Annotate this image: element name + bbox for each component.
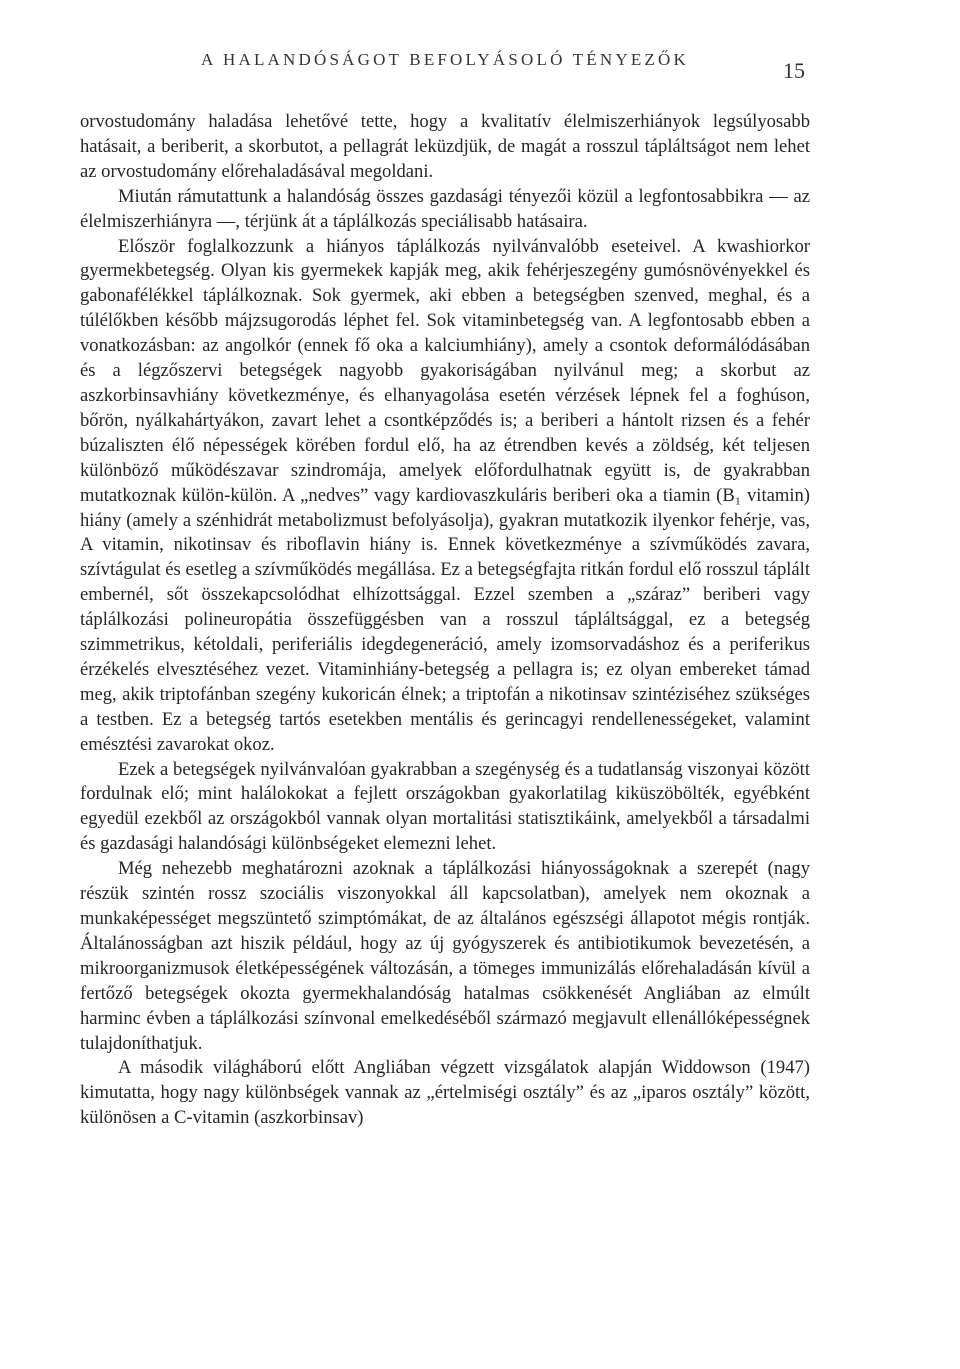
paragraph-2: Miután rámutattunk a halandóság összes gazdasági tényezői közül a legfontosabbikra — az élelmiszerhiányra —, térjünk át a táplálkozás speciálisabb hatásaira. <box>80 185 810 232</box>
paragraph-1: orvostudomány haladása lehetővé tette, hogy a kvalitatív élelmiszerhiányok legsúlyosabb hatásait, a beriberit, a skorbutot, a pellagrát leküzdjük, de magát a rosszul tápláltságot nem lehet az orvostudomány előrehaladásával megoldani. <box>80 111 810 182</box>
paragraph-5: Még nehezebb meghatározni azoknak a táplálkozási hiányosságoknak a szerepét (nagy részük szintén rossz szociális viszonyokkal áll kapcsolatban), amelyek nem okoznak a munkaképességet megszüntető szimptómákat, de az általános egészségi állapotot mégis rontják. Általánosságban azt hiszik például, hogy az új gyógyszerek és antibiotikumok bevezetésén, a mikroorganizmusok életképességének változásán, a tömeges immunizálás előrehaladásán kívül a fertőző betegségek okozta gyermekhalandóság hatalmas csökkenését Angliában az elmúlt harminc évben a táplálkozási színvonal emelkedéséből származó megjavult ellenállóképességnek tulajdoníthatjuk. <box>80 858 810 1054</box>
paragraph-6: A második világháború előtt Angliában végzett vizsgálatok alapján Widdowson (1947) kimutatta, hogy nagy különbségek vannak az „értelmiségi osztály” és az „iparos osztály” között, különösen a C-vitamin (aszkorbinsav) <box>80 1057 810 1129</box>
paragraph-3: Először foglalkozzunk a hiányos táplálkozás nyilvánvalóbb eseteivel. A kwashiorkor gyermekbetegség. Olyan kis gyermekek kapják meg, akik fehérjeszegény gumósnövényekkel és gabonafélékkel táplálkoznak. Sok gyermek, aki ebben a betegségben szenved, meghal, és a túlélőkben később májzsugorodás léphet fel. Sok vitaminbetegség van. A legfontosabb ebben a vonatkozásban: az angolkór (ennek fő oka a kalciumhiány), amely a csontok deformálódásában és a légzőszervi betegségek nagyobb gyakoriságában nyilvánul meg; a skorbut az aszkorbinsavhiány következménye, és elhanyagolása esetén vérzések lépnek fel a foghúson, bőrön, nyálkahártyákon, zavart lehet a csontképződés is; a beriberi a hántolt rizsen és a fehér búzaliszten élő népességek körében fordul elő, ha az étrendben kevés a zöldség, két teljesen különböző működészavar szindromája, amelyek előfordulhatnak együtt is, de gyakrabban mutatkoznak külön-külön. A „nedves” vagy kardiovaszkuláris beriberi oka a tiamin (B₁ vitamin) hiány (amely a szénhidrát metabolizmust befolyásolja), gyakran mutatkozik ilyenkor fehérje, vas, A vitamin, nikotinsav és riboflavin hiány is. Ennek következménye a szívműködés zavara, szívtágulat és esetleg a szívműködés megállása. Ez a betegségfajta ritkán fordul elő rosszul táplált embernél, sőt összekapcsolódhat elhízottsággal. Ezzel szemben a „száraz” beriberi vagy táplálkozási polineuropátia összefüggésben van a rosszul tápláltsággal, ez a betegség szimmetrikus, kétoldali, periferiális idegdegeneráció, amely izomsorvadáshoz és a periferikus érzékelés elvesztéséhez vezet. Vitaminhiány-betegség a pellagra is; ez olyan embereket támad meg, akik triptofánban szegény kukoricán élnek; a triptofán a nikotinsav szintéziséhez szükséges a testben. Ez a betegség tartós esetekben mentális és gerincagyi rendellenességeket, valamint emésztési zavarokat okoz. <box>80 235 810 755</box>
paragraph-4: Ezek a betegségek nyilvánvalóan gyakrabban a szegénység és a tudatlanság viszonyai között fordulnak elő; mint halálokokat a fejlett országokban gyakorlatilag kiküszöbölték, egyébként egyedül ezekből az országokból vannak olyan mortalitási statisztikáink, amelyekből a társadalmi és gazdasági halandósági különbségeket elemezni lehet. <box>80 758 810 855</box>
body-text <box>80 110 810 1131</box>
page-number: 15 <box>783 58 805 83</box>
running-title: A HALANDÓSÁGOT BEFOLYÁSOLÓ TÉNYEZŐK <box>201 50 689 69</box>
